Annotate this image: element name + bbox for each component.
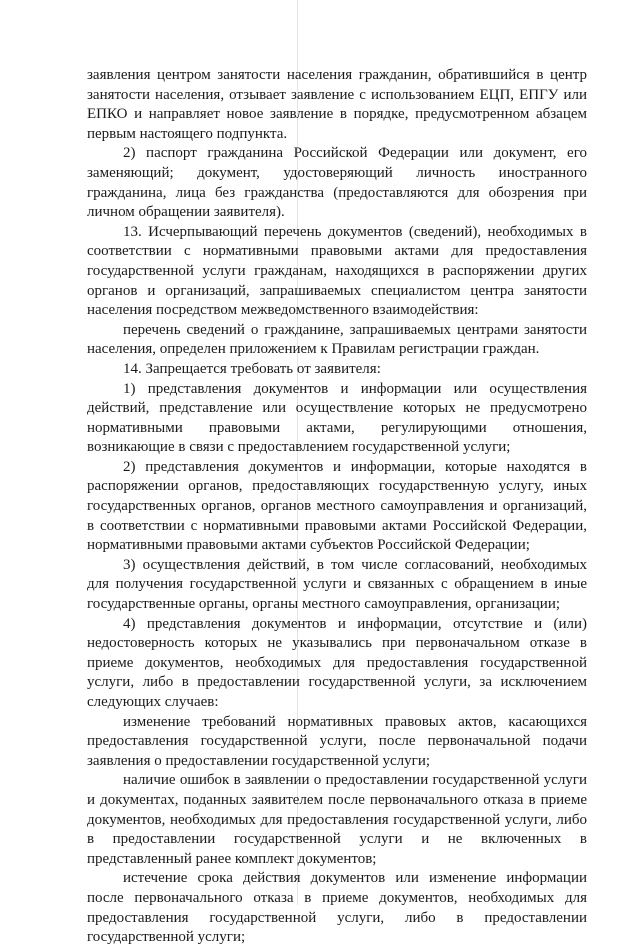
paragraph-case-3: истечение срока действия документов или изменение информации после первоначального отказа в приеме документов, необходимых для предоставления государственной услуги, либо в предоставлении государственной услуги; [87, 870, 587, 946]
paragraph-subitem-3: 3) осуществления действий, в том числе согласований, необходимых для получения государственной услуги и связанных с обращением в иные государственные органы, органы местного самоуправления, организации; [87, 556, 587, 613]
paragraph-list-of-info: перечень сведений о гражданине, запрашиваемых центрами занятости населения, определен приложением к Правилам регистрации граждан. [87, 321, 587, 358]
paragraph-item-13: 13. Исчерпывающий перечень документов (сведений), необходимых в соответствии с нормативными правовыми актами для предоставления государственной услуги гражданам, находящихся в распоряжении других органов и организаций, запрашиваемых специалистом центра занятости населения посредством межведомственного взаимодействия: [87, 223, 587, 319]
paragraph-subitem-2: 2) представления документов и информации, которые находятся в распоряжении органов, предоставляющих государственную услугу, иных государственных органов, органов местного самоуправления и организаций, в соответствии с нормативными правовыми актами Российской Федерации, нормативными правовыми актами субъектов Российской Федерации; [87, 458, 587, 554]
document-body [87, 66, 587, 948]
paragraph-continuation: заявления центром занятости населения гражданин, обратившийся в центр занятости населения, отзывает заявление с использованием ЕЦП, ЕПГУ или ЕПКО и направляет новое заявление в порядке, предусмотренном абзацем первым настоящего подпункта. [87, 67, 587, 142]
paragraph-case-1: изменение требований нормативных правовых актов, касающихся предоставления государственной услуги, после первоначальной подачи заявления о предоставлении государственной услуги; [87, 713, 587, 769]
paragraph-passport: 2) паспорт гражданина Российской Федерации или документ, его заменяющий; документ, удостоверяющий личность иностранного гражданина, лица без гражданства (предоставляются для обозрения при личном обращении заявителя). [87, 145, 587, 221]
paragraph-case-2: наличие ошибок в заявлении о предоставлении государственной услуги и документах, поданных заявителем после первоначального отказа в приеме документов, необходимых для предоставления государственной услуги, либо в предоставлении государственной услуги и не включенных в представленный ранее комплект документов; [87, 772, 587, 867]
paragraph-subitem-1: 1) представления документов и информации или осуществления действий, представление или осуществление которых не предусмотрено нормативными правовыми актами, регулирующими отношения, возникающие в связи с предоставлением государственной услуги; [87, 380, 587, 456]
paragraph-item-14: 14. Запрещается требовать от заявителя: [123, 360, 381, 377]
paragraph-subitem-4: 4) представления документов и информации, отсутствие и (или) недостоверность которых не указывались при первоначальном отказе в приеме документов, необходимых для предоставления государственной услуги, либо в предоставлении государственной услуги, за исключением следующих случаев: [87, 615, 587, 710]
